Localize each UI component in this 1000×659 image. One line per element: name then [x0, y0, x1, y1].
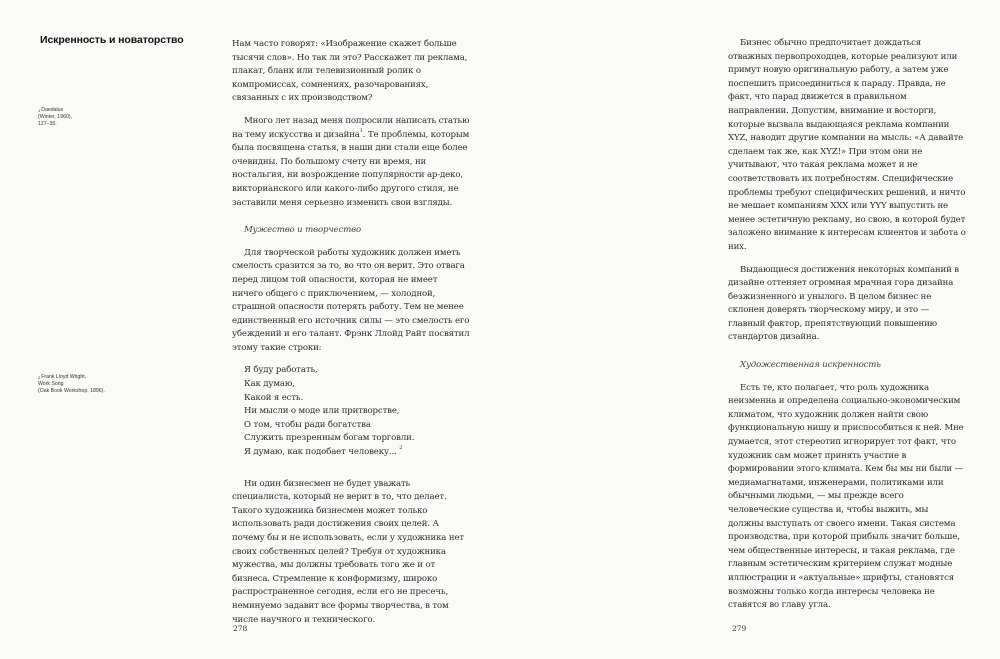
- page-number: 278: [233, 624, 248, 633]
- poem-line: Служить презренным богам торговли.: [244, 433, 415, 444]
- poem-quote: [244, 364, 470, 459]
- footnote-line: 127–35.: [38, 121, 57, 127]
- footnote-number: 2: [38, 375, 41, 380]
- poem-line-text: Я думаю, как подобает человеку...: [244, 447, 397, 458]
- paragraph: Есть те, кто полагает, что роль художника неизменна и определена социально-экономическим климатом, что художник должен найти свою функциональную нишу и приспособиться к ней. Мне думается, этот стереотип игнорирует тот факт, что художник сам может принять участие в формировании этого климата. Кем бы мы ни были — медиамагнатами, инженерами, политиками или обычными людьми, — мы прежде всего человеческие существа и, чтобы выжить, мы должны выступать от своего имени. Такая система производства, при которой прибыль значит больше, чем общественные интересы, и такая реклама, где главным эстетическим критерием служат модные иллюстрации и «актуальные» шрифты, становятся возможны только когда интересы человека не ставятся во главу угла.: [728, 382, 964, 611]
- paragraph: [232, 115, 470, 210]
- poem-line: Какой я есть.: [244, 392, 304, 403]
- footnote-number: 1: [38, 108, 41, 113]
- paragraph: Выдающиеся достижения некоторых компаний в дизайне оттеняет огромная мрачная гора дизайна безжизненного и унылого. В целом бизнес не склонен доверять творческому миру, и это — главный фактор, препятствующий повышению стандартов дизайна.: [728, 264, 959, 343]
- poem-line: Ни мысли о моде или притворстве,: [244, 406, 400, 417]
- footnote-reference[interactable]: 2: [399, 445, 403, 452]
- left-text-column: [232, 38, 470, 627]
- footnote-line: Daedalus: [41, 107, 64, 113]
- subheading: Мужество и творчество: [244, 225, 362, 236]
- poem-line: Как думаю,: [244, 379, 295, 390]
- footnote-2: [38, 374, 105, 395]
- paragraph: Бизнес обычно предпочитает дождаться отважных первопроходцев, которые реализуют или примут новую оригинальную работу, а затем уже поспешить присоединиться к параду. Правда, не факт, что парад движется в правильном направлении. Допустим, внимание и восторги, которые вызвала выдающаяся реклама компании XYZ, наводит другие компании на мысль: «А давайте сделаем так же, как XYZ!» При этом они не учитывают, что такая реклама может и не соответствовать их потребностям. Специфические проблемы требуют специфических решений, и ничто не мешает компаниям XXX или YYY выпустить не менее эстетичную рекламу, но свою, в которой будет заложено внимание к интересам клиентов и забота о них.: [728, 38, 966, 252]
- paragraph: Для творческой работы художник должен иметь смелость сразится за то, во что он верит. Это отвага перед лицом той опасности, которая не имеет ничего общего с приключением, — холодной, страшной опасности потерять работу. Тем не менее единственный его источник силы — это смелость его убеждений и его талант. Фрэнк Ллойд Райт посвятил этому такие строки:: [232, 247, 470, 353]
- subheading: Художественная искренность: [740, 360, 881, 371]
- poem-line: Я буду работать,: [244, 365, 318, 376]
- right-text-column: [728, 37, 966, 613]
- footnote-line: (Winter, 1960),: [38, 114, 73, 120]
- footnote-1: [38, 107, 72, 128]
- footnote-line: (Oak Book Workshop, 1896).: [38, 388, 105, 394]
- paragraph: Ни один бизнесмен не будет уважать специалиста, который не верит в то, что делает. Такого художника бизнесмен может только использовать ради достижения своих целей. А почему бы и не использовать, если у художника нет своих собственных целей? Требуя от художника мужества, мы должны требовать того же и от бизнеса. Стремление к конформизму, широко распространенное сегодня, если его не пресечь, неминуемо задавит все формы творчества, в том числе научного и технического.: [232, 478, 464, 625]
- footnote-reference[interactable]: 1: [359, 127, 363, 134]
- footnote-line: Work Song: [38, 381, 64, 387]
- poem-line: [244, 446, 470, 460]
- poem-line: О том, чтобы ради богатства: [244, 419, 371, 430]
- footnote-line: Frank Lloyd Wright,: [41, 374, 87, 380]
- paragraph: Нам часто говорят: «Изображение скажет больше тысячи слов». Но так ли это? Расскажет ли реклама, плакат, бланк или телевизионный ролик о компромиссах, сомнениях, разочарованиях, связанных с их производством?: [232, 39, 468, 104]
- section-title: Искренность и новаторство: [40, 34, 184, 46]
- paragraph-text: . Те проблемы, которым была посвящена статья, в наши дни стали еще более очевидны. По большому счету ни время, ни ностальгия, ни возрождение популярности ар-деко, викторианского или какого-либо другого стиля, не заставили меня серьезно изменить свои взгляды.: [232, 129, 470, 208]
- page-number: 279: [732, 624, 747, 633]
- right-page: [500, 0, 1000, 659]
- paragraph-text: Много лет назад меня попросили написать статью на тему искусства и дизайна: [232, 115, 470, 140]
